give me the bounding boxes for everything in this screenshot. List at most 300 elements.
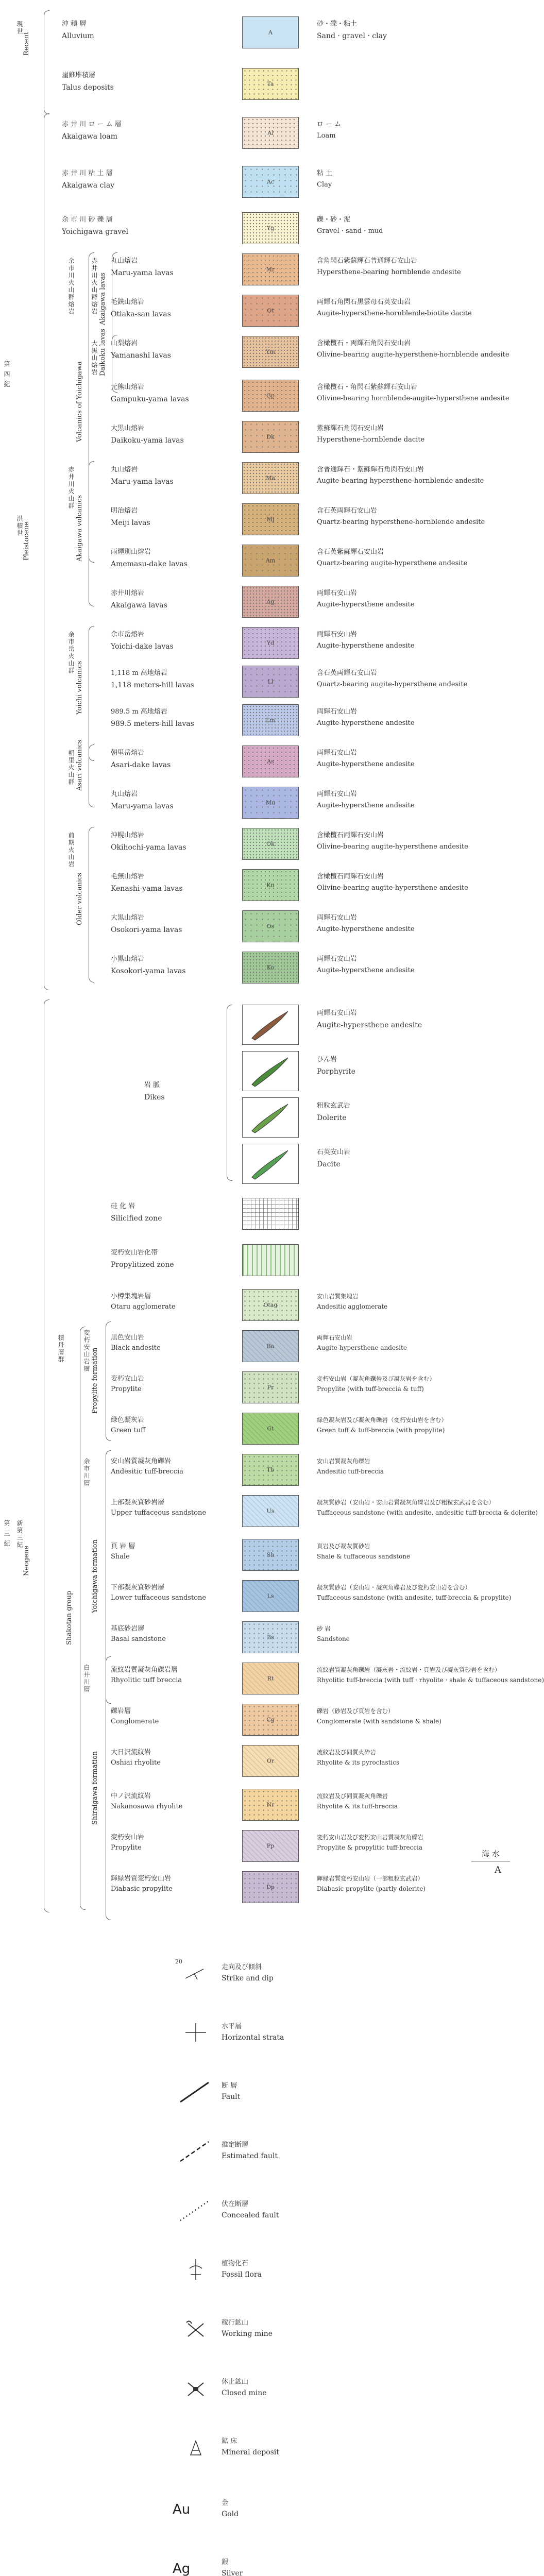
unit-desc-en: Hypersthene-bearing hornblende andesite [317, 268, 461, 276]
group-label-en: Shiraigawa formation [91, 1751, 99, 1825]
unit-desc-en: Conglomerate (with sandstone & shale) [317, 1718, 441, 1725]
unit-name-jp: 沖 積 層 [62, 20, 87, 28]
unit-desc-en: Augite-hypersthene andesite [317, 601, 415, 608]
unit-name-en: Otiaka-san lavas [111, 310, 171, 318]
fossil-flora-icon [170, 2254, 216, 2285]
unit-swatch [242, 295, 299, 327]
unit-desc-jp: 礫・砂・泥 [317, 216, 351, 224]
unit-desc-jp: 含石英紫蘇輝石安山岩 [317, 548, 384, 556]
unit-desc-jp: 流紋岩及び同質火砕岩 [317, 1749, 376, 1756]
group-label-en: Asari volcanics [76, 739, 83, 791]
unit-name-en: Akaigawa loam [62, 132, 118, 141]
unit-desc-en: Propylite (with tuff-breccia & tuff) [317, 1385, 424, 1393]
unit-desc-jp: 変朽安山岩（凝灰角礫岩及び凝灰岩を含む） [317, 1375, 435, 1382]
unit-desc-en: Augite-hypersthene andesite [317, 925, 415, 933]
unit-name-en: Meiji lavas [111, 519, 150, 527]
unit-swatch [242, 1371, 299, 1403]
unit-name-jp: 中ノ沢流紋岩 [111, 1792, 151, 1800]
unit-name-jp: 赤 井 川 ロ ー ム 層 [62, 121, 122, 128]
unit-desc-en: Clay [317, 181, 332, 189]
unit-swatch [242, 1663, 299, 1694]
unit-swatch [242, 1789, 299, 1821]
unit-desc-jp: 含橄欖石両輝石安山岩 [317, 832, 384, 839]
unit-name-en: Oshiai rhyolite [111, 1759, 161, 1767]
unit-name-jp: 余市岳熔岩 [111, 631, 145, 638]
group-label-jp: 白井川層 [83, 1664, 90, 1693]
unit-name-jp: 黒色安山岩 [111, 1334, 145, 1342]
unit-desc-en: Augite-hypersthene andesite [317, 1344, 407, 1351]
unit-swatch [242, 666, 299, 698]
symbol-name-jp: 伏在断層 [222, 2200, 249, 2208]
unit-code: Otag [263, 1301, 278, 1309]
unit-code: As [267, 758, 274, 765]
group-label-jp: 赤井川火山群熔岩 [91, 258, 98, 315]
unit-desc-en: Propylite & propylitic tuff-breccia [317, 1844, 423, 1851]
unit-name-jp: 沖幌山熔岩 [111, 832, 145, 839]
unit-desc-jp: 流紋岩及び同質凝灰角礫岩 [317, 1792, 388, 1800]
symbol-name-en: Working mine [222, 2330, 273, 2338]
unit-swatch [242, 910, 299, 942]
unit-desc-en: Green tuff & tuff-breccia (with propylite) [317, 1427, 445, 1434]
unit-code: Lm [266, 717, 275, 724]
unit-desc-jp: 頁岩及び凝灰質砂岩 [317, 1543, 370, 1550]
unit-code: Us [266, 1507, 275, 1515]
unit-code: Or [266, 1757, 275, 1765]
unit-desc-en: Tuffaceous sandstone (with andesite, tuff-breccia & propylite) [317, 1594, 512, 1601]
group-label-jp: 変朽安山岩層 [83, 1329, 90, 1372]
unit-swatch [242, 1830, 299, 1862]
unit-desc-jp: 粘 土 [317, 170, 333, 177]
unit-desc-en: Rhyolite & its pyroclastics [317, 1759, 400, 1766]
unit-desc-en: Hypersthene-hornblende dacite [317, 436, 425, 444]
unit-name-en: Upper tuffaceous sandstone [111, 1509, 207, 1517]
unit-swatch [242, 68, 299, 100]
unit-desc-jp: 含角閃石紫蘇輝石普通輝石安山岩 [317, 257, 418, 265]
unit-name-jp: 輝緑岩質変朽安山岩 [111, 1875, 172, 1883]
unit-code: Mj [266, 516, 275, 523]
unit-desc-en: Augite-hypersthene andesite [317, 719, 415, 727]
symbol-name-jp: 金 [222, 2499, 229, 2507]
unit-desc-en: Diabasic propylite (partly dolerite) [317, 1885, 426, 1892]
unit-desc-en: Tuffaceous sandstone (with andesite, andesitic tuff-breccia & dolerite) [317, 1509, 538, 1516]
unit-code: Yg [266, 225, 275, 232]
unit-code: Os [266, 923, 275, 930]
sea-level-label: 海 水 [482, 1849, 500, 1858]
era-bracket-recent [44, 10, 49, 114]
dike-swatch [242, 1144, 299, 1184]
unit-name-en: Lower tuffaceous sandstone [111, 1594, 207, 1602]
unit-name-en: Andesitic tuff-breccia [111, 1468, 183, 1476]
unit-name-en: Yoichi-dake lavas [111, 642, 174, 651]
unit-code: Ag [266, 598, 275, 605]
group-bracket [112, 335, 117, 393]
unit-desc-en: Shale & tuffaceous sandstone [317, 1553, 411, 1560]
dike-swatch [242, 1097, 299, 1138]
unit-code: Cg [266, 1716, 275, 1723]
unit-desc-jp: 両輝石角閃石黒雲母石英安山岩 [317, 298, 411, 306]
fault-icon [170, 2076, 216, 2107]
dike-icon [243, 1098, 298, 1137]
unit-desc-jp: 凝灰質砂岩（安山岩・安山岩質凝灰角礫岩及び粗粒玄武岩を含む） [317, 1499, 495, 1506]
concealed-fault-icon [170, 2195, 216, 2226]
dike-icon [243, 1005, 298, 1044]
unit-code: Ma [266, 474, 275, 482]
unit-swatch [242, 1871, 299, 1903]
unit-name-jp: 礫岩層 [111, 1707, 131, 1715]
symbol-name-jp: 水平層 [222, 2023, 242, 2030]
unit-name-en: Yoichigawa gravel [62, 228, 129, 236]
unit-code: Nr [266, 1801, 275, 1808]
unit-name-en: Talus deposits [62, 83, 114, 92]
unit-swatch [242, 380, 299, 412]
unit-swatch [242, 1745, 299, 1777]
group-label-jp: 赤井川火山群 [67, 466, 75, 510]
symbol-name-en: Concealed fault [222, 2211, 279, 2219]
unit-name-jp: 朝里岳熔岩 [111, 749, 145, 757]
group-bracket [106, 1321, 111, 1441]
unit-desc-jp: 両輝石安山岩 [317, 631, 358, 638]
era-bracket-neogene [44, 999, 49, 1912]
unit-name-en: Kenashi-yama lavas [111, 885, 183, 893]
unit-code: Gt [267, 1425, 274, 1432]
unit-swatch [242, 787, 299, 819]
unit-swatch [242, 1289, 299, 1321]
zone-name-en: Propylitized zone [111, 1261, 174, 1269]
symbol-name-jp: 推定断層 [222, 2141, 249, 2149]
unit-code: Mu [265, 799, 276, 806]
unit-name-jp: 上部凝灰質砂岩層 [111, 1499, 165, 1506]
symbol-name-jp: 銀 [222, 2558, 229, 2566]
unit-code: Mr [266, 266, 275, 273]
unit-desc-en: Dacite [317, 1160, 341, 1168]
unit-swatch [242, 462, 299, 494]
unit-desc-jp: ひん岩 [317, 1056, 337, 1063]
symbol-name-en: Fault [222, 2093, 241, 2101]
unit-name-en: Osokori-yama lavas [111, 926, 182, 934]
unit-name-en: Basal sandstone [111, 1635, 166, 1643]
zone-swatch [242, 1244, 299, 1276]
period-label-jp: 第 三 紀 [3, 1520, 10, 1548]
symbol-name-jp: 植物化石 [222, 2260, 249, 2267]
zone-swatch [242, 1198, 299, 1230]
unit-code: Rt [267, 1675, 274, 1682]
unit-swatch [242, 627, 299, 659]
unit-swatch [242, 828, 299, 860]
unit-code: Ac [266, 178, 275, 185]
unit-desc-en: Andesitic tuff-breccia [317, 1468, 384, 1475]
unit-desc-jp: 両輝石安山岩 [317, 749, 358, 757]
unit-code: Yd [266, 639, 275, 647]
unit-swatch [242, 166, 299, 198]
unit-code: Kn [266, 882, 275, 889]
unit-name-jp: 大日沢流紋岩 [111, 1749, 151, 1756]
sea-level-letter: A [495, 1865, 501, 1875]
unit-code: Dp [266, 1884, 275, 1891]
unit-desc-en: Sand · gravel · clay [317, 32, 387, 40]
unit-name-jp: 小樽集塊岩層 [111, 1293, 151, 1300]
group-bracket [89, 744, 94, 807]
group-label-en: Akaigawa volcanics [76, 495, 83, 562]
unit-desc-en: Rhyolite & its tuff-breccia [317, 1803, 398, 1810]
unit-name-jp: 基底砂岩層 [111, 1625, 145, 1633]
unit-name-jp: 989.5 m 高地熔岩 [111, 708, 167, 716]
unit-desc-en: Quartz-bearing augite-hypersthene andesite [317, 681, 468, 688]
era-bracket-pleistocene [44, 113, 49, 990]
group-label-jp: 前期火山岩 [67, 832, 75, 868]
element-symbol: Ag [173, 2561, 191, 2576]
symbol-name-en: Horizontal strata [222, 2033, 284, 2042]
era-label-jp: 洪積世 [16, 515, 23, 537]
unit-name-jp: 毛無山熔岩 [111, 873, 145, 880]
unit-desc-en: Augite-hypersthene-hornblende-biotite dacite [317, 310, 472, 317]
symbol-name-en: Fossil flora [222, 2270, 262, 2279]
group-label-jp: 余市川層 [83, 1458, 90, 1487]
element-symbol: Au [173, 2502, 191, 2517]
unit-name-en: Maru-yama lavas [111, 478, 174, 486]
unit-name-jp: 大黒山熔岩 [111, 914, 145, 922]
unit-name-jp: 下部凝灰質砂岩層 [111, 1584, 165, 1591]
unit-swatch [242, 1495, 299, 1527]
unit-desc-en: Augite-hypersthene andesite [317, 1021, 422, 1029]
unit-code: Ta [267, 80, 274, 88]
unit-name-en: Propylite [111, 1385, 142, 1393]
unit-desc-jp: 輝緑岩質変朽安山岩（一部粗粒玄武岩） [317, 1875, 423, 1882]
unit-name-en: Gampuku-yama lavas [111, 395, 189, 403]
unit-name-en: Black andesite [111, 1344, 161, 1352]
unit-name-en: Yamanashi lavas [111, 351, 171, 360]
era-label-jp: 新第三紀 [16, 1520, 23, 1549]
group-label-jp: 余市川火山群熔岩 [67, 258, 75, 315]
unit-swatch [242, 16, 299, 48]
unit-desc-jp: 緑色凝灰岩及び凝灰角礫岩（変朽安山岩を含む） [317, 1416, 447, 1423]
unit-name-en: Rhyolitic tuff breccia [111, 1676, 182, 1684]
horizontal-strata-icon [170, 2017, 216, 2048]
unit-swatch [242, 117, 299, 149]
unit-swatch [242, 1539, 299, 1571]
unit-code: Tb [266, 1466, 275, 1473]
group-label-en: Yoichi volcanics [76, 660, 83, 715]
unit-desc-jp: 両輝石安山岩 [317, 790, 358, 798]
unit-name-en: Green tuff [111, 1427, 146, 1434]
group-label-jp: 朝里火山群 [67, 750, 75, 786]
unit-swatch [242, 1704, 299, 1736]
unit-name-jp: 大黒山熔岩 [111, 425, 145, 432]
unit-code: Ba [266, 1343, 275, 1350]
unit-name-en: 989.5 meters-hill lavas [111, 720, 194, 728]
unit-swatch [242, 704, 299, 736]
group-label-en: Yoichigawa formation [91, 1539, 99, 1614]
unit-swatch [242, 869, 299, 901]
unit-name-en: Otaru agglomerate [111, 1303, 176, 1311]
dike-swatch [242, 1005, 299, 1045]
unit-desc-en: Augite-hypersthene andesite [317, 967, 415, 974]
unit-desc-jp: 含石英両輝石安山岩 [317, 507, 378, 515]
unit-code: Ll [267, 678, 274, 685]
unit-desc-jp: 安山岩質集塊岩 [317, 1293, 359, 1300]
unit-desc-jp: 流紋岩質凝灰角礫岩（凝灰岩・流紋岩・頁岩及び凝灰質砂岩を含む） [317, 1666, 501, 1673]
unit-swatch [242, 745, 299, 777]
unit-name-en: Akaigawa clay [62, 181, 115, 190]
group-label-en: Akaigawa lavas [99, 273, 107, 325]
unit-desc-jp: 礫岩（砂岩及び頁岩を含む） [317, 1707, 394, 1715]
unit-desc-jp: 両輝石安山岩 [317, 1334, 352, 1341]
unit-desc-jp: 粗粒玄武岩 [317, 1102, 351, 1110]
symbol-name-jp: 鉱 床 [222, 2437, 237, 2445]
unit-name-en: Nakanosawa rhyolite [111, 1803, 183, 1810]
unit-code: Ot [267, 307, 274, 314]
era-label-en: Recent [23, 31, 30, 56]
unit-name-jp: 緑色凝灰岩 [111, 1416, 145, 1424]
working-mine-icon [170, 2313, 216, 2344]
mineral-deposit-icon [170, 2432, 216, 2463]
unit-code: Al [267, 129, 274, 137]
unit-desc-en: Olivine-bearing augite-hypersthene andesite [317, 884, 468, 892]
unit-code: Pp [266, 1842, 275, 1850]
unit-code: Am [265, 557, 276, 564]
symbol-name-jp: 休止鉱山 [222, 2378, 249, 2386]
unit-name-jp: 毛鋏山熔岩 [111, 298, 145, 306]
symbol-name-en: Silver [222, 2569, 243, 2576]
unit-swatch [242, 253, 299, 285]
unit-name-en: Amemasu-dake lavas [111, 560, 188, 568]
group-label-en: Propylite formation [91, 1347, 99, 1414]
unit-desc-jp: 含橄欖石・両輝石角閃石安山岩 [317, 340, 411, 347]
unit-desc-en: Loam [317, 132, 336, 140]
unit-name-en: Diabasic propylite [111, 1885, 173, 1893]
unit-name-en: Asari-dake lavas [111, 761, 171, 769]
unit-desc-jp: 砂・礫・粘土 [317, 20, 358, 28]
unit-code: Pr [267, 1384, 274, 1391]
dike-icon [243, 1052, 298, 1091]
unit-name-en: Kosokori-yama lavas [111, 967, 186, 975]
group-label-en: Older volcanics [76, 872, 83, 926]
unit-code: Ko [266, 964, 275, 971]
unit-desc-en: Augite-bearing hypersthene-hornblende andesite [317, 477, 484, 485]
unit-name-jp: 明治熔岩 [111, 507, 138, 515]
zone-name-en: Silicified zone [111, 1214, 162, 1223]
unit-swatch [242, 336, 299, 368]
unit-swatch [242, 1621, 299, 1653]
symbol-name-en: Closed mine [222, 2389, 267, 2397]
unit-name-jp: 丸山熔岩 [111, 466, 138, 473]
unit-name-jp: 雨煙別山熔岩 [111, 548, 151, 556]
unit-name-jp: 流紋岩質凝灰角礫岩層 [111, 1666, 178, 1674]
dikes-label-en: Dikes [144, 1093, 165, 1101]
unit-desc-en: Olivine-bearing augite-hypersthene-hornblende andesite [317, 351, 509, 359]
unit-name-en: 1,118 meters-hill lavas [111, 681, 194, 689]
group-label-jp: 積丹層群 [57, 1334, 64, 1363]
unit-name-en: Alluvium [62, 32, 94, 40]
closed-mine-icon [170, 2372, 216, 2403]
unit-swatch [242, 1580, 299, 1612]
unit-swatch [242, 1413, 299, 1445]
unit-name-jp: 赤 井 川 粘 土 層 [62, 170, 113, 177]
unit-name-jp: 余 市 川 砂 礫 層 [62, 216, 113, 224]
group-bracket [80, 1327, 86, 1910]
unit-code: Dk [266, 433, 275, 440]
unit-desc-jp: 紫蘇輝石角閃石安山岩 [317, 425, 384, 432]
group-label-en: Shakotan group [65, 1590, 73, 1645]
group-label-jp: 大黒山熔岩 [91, 340, 98, 376]
unit-desc-en: Porphyrite [317, 1067, 355, 1076]
unit-desc-en: Olivine-bearing hornblende-augite-hypersthene andesite [317, 395, 509, 402]
group-label-en: Daikoku lavas [99, 328, 107, 376]
symbol-name-en: Gold [222, 2510, 239, 2518]
group-bracket [89, 461, 94, 606]
unit-code: Sh [266, 1551, 275, 1558]
unit-name-en: Akaigawa lavas [111, 601, 167, 609]
unit-desc-jp: 両輝石安山岩 [317, 589, 358, 597]
unit-name-jp: 安山岩質凝灰角礫岩 [111, 1458, 172, 1465]
unit-swatch [242, 212, 299, 244]
symbol-name-en: Strike and dip [222, 1974, 274, 1982]
unit-swatch [242, 421, 299, 453]
unit-name-jp: 丸山熔岩 [111, 257, 138, 265]
symbol-name-jp: 稼行鉱山 [222, 2319, 249, 2327]
symbol-name-en: Estimated fault [222, 2152, 278, 2160]
unit-code: Ls [267, 1592, 274, 1600]
unit-desc-en: Rhyolitic tuff-breccia (with tuff · rhyolite · shale & tuffaceous sandstone) [317, 1676, 544, 1684]
unit-desc-en: Dolerite [317, 1114, 347, 1122]
unit-name-en: Maru-yama lavas [111, 269, 174, 277]
unit-name-jp: 丸山熔岩 [111, 790, 138, 798]
symbol-name-jp: 走向及び傾斜 [222, 1963, 262, 1971]
unit-swatch [242, 503, 299, 535]
dikes-bracket [227, 1005, 232, 1181]
symbol-name-jp: 断 層 [222, 2082, 237, 2090]
unit-name-en: Okihochi-yama lavas [111, 843, 186, 852]
group-bracket [106, 1656, 111, 1920]
zone-name-jp: 硅 化 岩 [111, 1202, 135, 1210]
unit-desc-jp: 両輝石安山岩 [317, 708, 358, 716]
unit-swatch [242, 545, 299, 577]
unit-desc-en: Quartz-bearing augite-hypersthene andesite [317, 560, 468, 567]
unit-name-jp: 1,118 m 高地熔岩 [111, 669, 167, 677]
unit-desc-jp: 砂 岩 [317, 1625, 331, 1632]
unit-desc-jp: 含普通輝石・紫蘇輝石角閃石安山岩 [317, 466, 424, 473]
unit-name-jp: 小黒山熔岩 [111, 955, 145, 963]
unit-desc-jp: 凝灰質砂岩（安山岩・凝灰角礫岩及び変朽安山岩を含む） [317, 1584, 471, 1591]
era-label-jp: 現世 [16, 21, 23, 35]
unit-swatch [242, 1454, 299, 1486]
unit-desc-jp: 石英安山岩 [317, 1148, 351, 1156]
dikes-label-jp: 岩 脈 [144, 1081, 160, 1089]
unit-desc-en: Augite-hypersthene andesite [317, 642, 415, 650]
unit-code: Bs [267, 1634, 274, 1641]
unit-name-jp: 赤井川熔岩 [111, 589, 145, 597]
group-bracket [89, 626, 94, 761]
unit-desc-jp: 含橄欖石両輝石安山岩 [317, 873, 384, 880]
unit-swatch [242, 952, 299, 984]
group-label-en: Volcanics of Yoichigawa [76, 361, 83, 443]
unit-code: Gp [266, 392, 275, 399]
unit-desc-jp: 両輝石安山岩 [317, 955, 358, 963]
dike-icon [243, 1144, 298, 1183]
unit-desc-en: Andesitic agglomerate [317, 1303, 388, 1310]
unit-desc-en: Gravel · sand · mud [317, 227, 383, 235]
unit-desc-jp: 両輝石安山岩 [317, 1009, 358, 1017]
unit-desc-jp: 安山岩質凝灰角礫岩 [317, 1458, 370, 1465]
unit-swatch [242, 586, 299, 618]
unit-desc-en: Augite-hypersthene andesite [317, 802, 415, 809]
unit-desc-jp: 含石英両輝石安山岩 [317, 669, 378, 677]
unit-desc-en: Olivine-bearing augite-hypersthene andesite [317, 843, 468, 851]
unit-name-jp: 崖錐堆積層 [62, 72, 96, 79]
unit-name-jp: 山梨熔岩 [111, 340, 138, 347]
unit-swatch [242, 1330, 299, 1362]
zone-name-jp: 変朽安山岩化帯 [111, 1249, 158, 1257]
unit-code: Ym [266, 348, 275, 355]
